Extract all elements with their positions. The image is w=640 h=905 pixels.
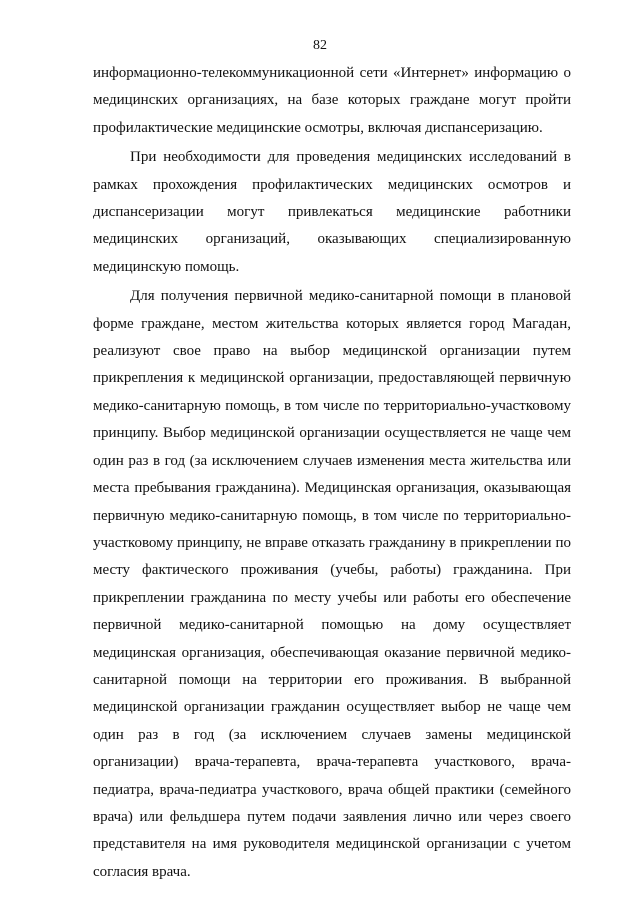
paragraph-primary-care-attachment: Для получения первичной медико-санитарной помощи в плановой форме гражданe, местом жительства которых является город Магадан, реализуют свое право на выбор медицинской организации путем прикрепления к медицинской организации, предоставляющей первичную медико-санитарную помощь, в том числе по территориально-участковому принципу. Выбор медицинской организации осуществляется не чаще чем один раз в год (за исключением случаев изменения места жительства или места пребывания гражданина). Медицинская организация, оказывающая первичную медико-санитарную помощь, в том числе по территориально-участковому принципу, не вправе отказать гражданину в прикреплении по месту фактического проживания (учебы, работы) гражданина. При прикреплении гражданина по месту учебы или работы его обеспечение первичной медико-санитарной помощью на дому осуществляет медицинская организация, обеспечивающая оказание первичной медико-санитарной помощи на территории его проживания. В выбранной медицинской организации гражданин осуществляет выбор не чаще чем один раз в год (за исключением случаев замены медицинской организации) врача-терапевта, врача-терапевта участкового, врача-педиатра, врача-педиатра участкового, врача общей практики (семейного врача) или фельдшера путем подачи заявления лично или через своего представителя на имя руководителя медицинской организации с учетом согласия врача. <box>93 288 571 880</box>
paragraph-medical-research: При необходимости для проведения медицинских исследований в рамках прохождения профилактических медицинских осмотров и диспансеризации могут привлекаться медицинские работники медицинских организаций, оказывающих специализированную медицинскую помощь. <box>93 149 571 275</box>
document-body <box>93 60 571 886</box>
paragraph-continuation: информационно-телекоммуникационной сети «Интернет» информацию о медицинских организациях, на базе которых граждане могут пройти профилактические медицинские осмотры, включая диспансеризацию. <box>93 65 571 136</box>
page-number: 82 <box>313 38 327 53</box>
